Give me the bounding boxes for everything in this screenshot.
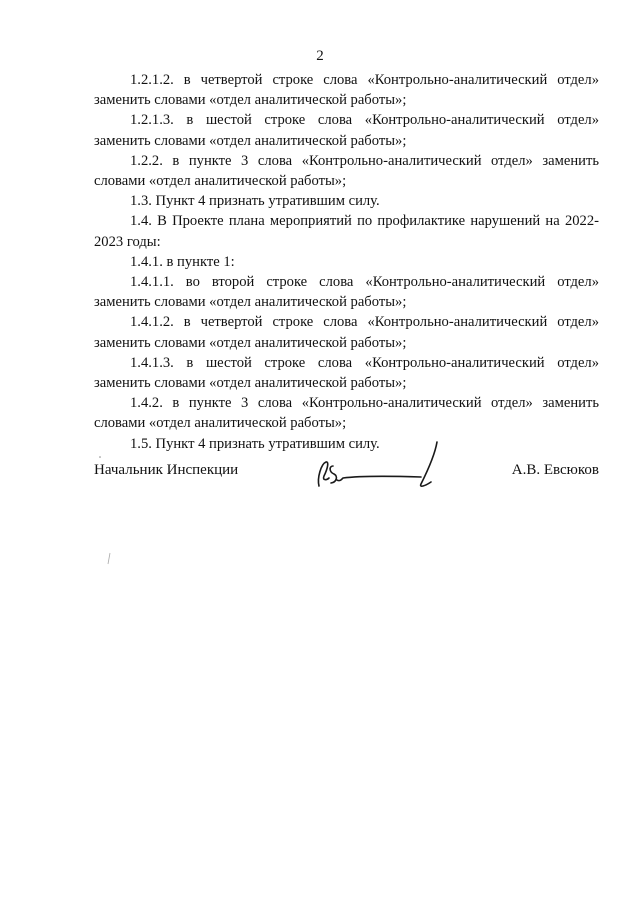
paragraph-1-2-1-2: 1.2.1.2. в четвертой строке слова «Контрольно-аналитический отдел» заменить словами «отдел аналитической работы»; (94, 72, 599, 109)
paragraph-1-2-2: 1.2.2. в пункте 3 слова «Контрольно-аналитический отдел» заменить словами «отдел аналитической работы»; (94, 152, 599, 190)
paragraph-1-4: 1.4. В Проекте плана мероприятий по профилактике нарушений на 2022-2023 годы: (94, 213, 599, 250)
signature-block (94, 436, 599, 496)
scan-speck (98, 446, 102, 464)
handwritten-signature-icon (309, 436, 459, 501)
paragraph-1-2-1-3: 1.2.1.3. в шестой строке слова «Контрольно-аналитический отдел» заменить словами «отдел аналитической работы»; (94, 112, 599, 149)
document-body (94, 70, 599, 454)
paragraph-1-4-2: 1.4.2. в пункте 3 слова «Контрольно-аналитический отдел» заменить словами «отдел аналитической работы»; (94, 395, 599, 432)
paragraph-1-4-1-1: 1.4.1.1. во второй строке слова «Контрольно-аналитический отдел» заменить словами «отдел аналитической работы»; (94, 274, 599, 311)
paragraph-1-4-1-2: 1.4.1.2. в четвертой строке слова «Контрольно-аналитический отдел» заменить словами «отдел аналитической работы»; (94, 314, 599, 351)
page-number: 2 (316, 48, 324, 64)
paragraph-1-4-1: 1.4.1. в пункте 1: (130, 253, 235, 270)
scan-mark (106, 552, 112, 571)
paragraph-1-5: 1.5. Пункт 4 признать утратившим силу. (130, 435, 380, 452)
signer-title: Начальник Инспекции (94, 462, 239, 478)
paragraph-1-3: 1.3. Пункт 4 признать утратившим силу. (130, 193, 380, 210)
paragraph-1-4-1-3: 1.4.1.3. в шестой строке слова «Контрольно-аналитический отдел» заменить словами «отдел аналитической работы»; (94, 354, 599, 392)
signer-name: А.В. Евсюков (511, 462, 599, 478)
